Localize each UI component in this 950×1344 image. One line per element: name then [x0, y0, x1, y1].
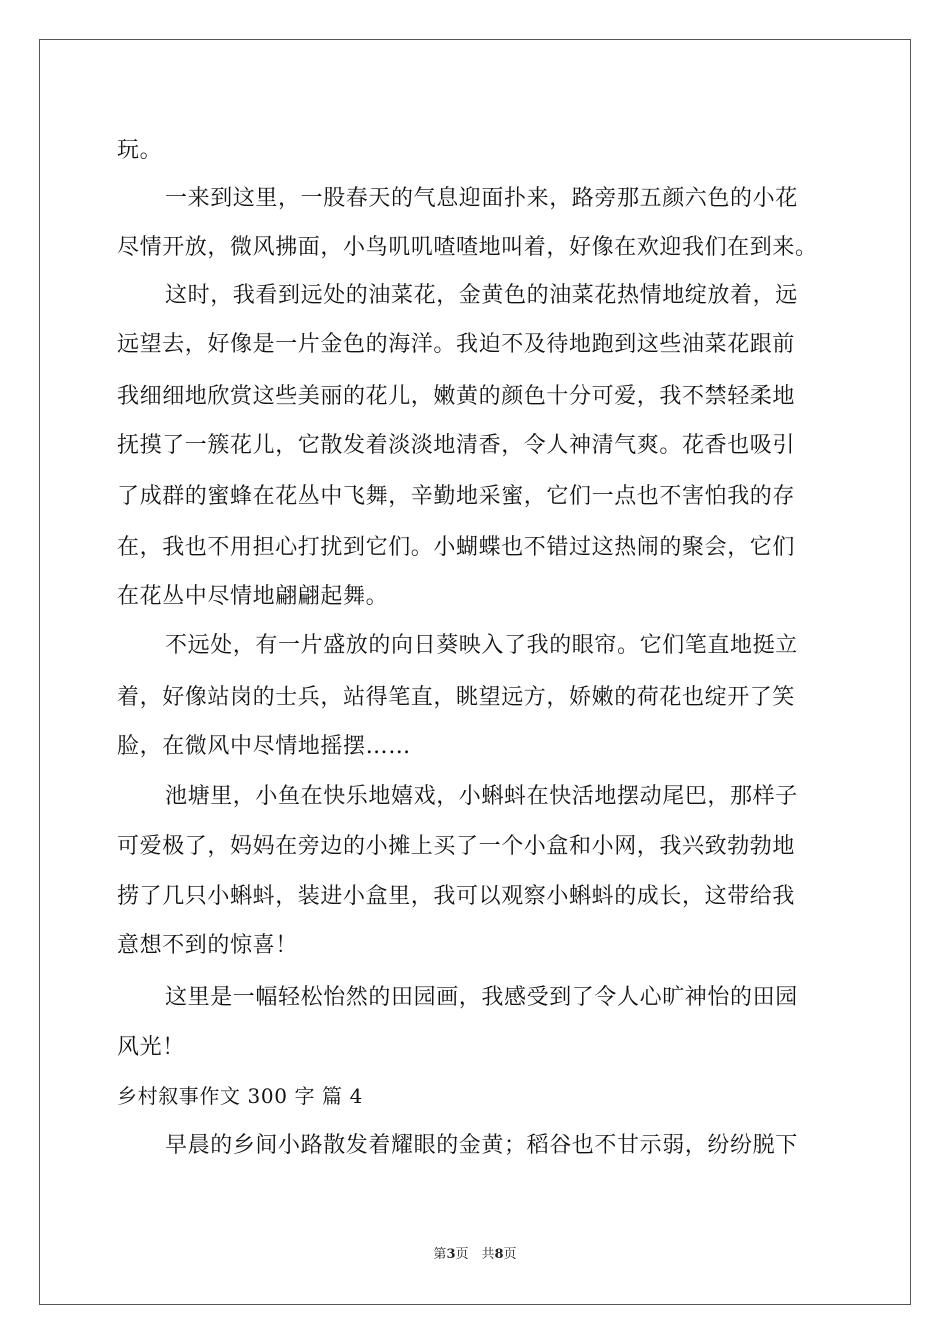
text-line: 脸，在微风中尽情地摇摆……	[117, 734, 411, 759]
text-line: 我细细地欣赏这些美丽的花儿，嫩黄的颜色十分可爱，我不禁轻柔地	[117, 384, 796, 409]
page-border	[39, 39, 911, 1305]
text-line: 抚摸了一簇花儿，它散发着淡淡地清香，令人神清气爽。花香也吸引	[117, 433, 796, 458]
page-footer	[0, 1246, 950, 1264]
text-line: 风光！	[117, 1035, 185, 1060]
text-line: 在花丛中尽情地翩翩起舞。	[117, 584, 389, 609]
text-line: 远望去，好像是一片金色的海洋。我迫不及待地跑到这些油菜花跟前	[117, 332, 796, 357]
paragraph-line: 这时，我看到远处的油菜花，金黄色的油菜花热情地绽放着，远	[165, 283, 798, 308]
paragraph-line: 一来到这里，一股春天的气息迎面扑来，路旁那五颜六色的小花	[165, 186, 798, 211]
page-suffix: 页	[503, 1247, 517, 1262]
text-line: 玩。	[117, 138, 163, 163]
text-line: 尽情开放，微风拂面，小鸟叽叽喳喳地叫着，好像在欢迎我们在到来。	[117, 235, 818, 260]
text-line: 意想不到的惊喜！	[117, 933, 298, 958]
page-prefix: 第	[433, 1247, 447, 1262]
page-mid: 页 共	[455, 1247, 495, 1262]
page-current: 3	[446, 1247, 456, 1262]
page-total: 8	[494, 1247, 504, 1262]
text-line: 捞了几只小蝌蚪，装进小盒里，我可以观察小蝌蚪的成长，这带给我	[117, 884, 796, 909]
section-heading: 乡村叙事作文 300 字 篇 4	[117, 1084, 363, 1108]
text-line: 了成群的蜜蜂在花丛中飞舞，辛勤地采蜜，它们一点也不害怕我的存	[117, 484, 796, 509]
text-line: 着，好像站岗的士兵，站得笔直，眺望远方，娇嫩的荷花也绽开了笑	[117, 685, 796, 710]
paragraph-line: 这里是一幅轻松怡然的田园画，我感受到了令人心旷神怡的田园	[165, 985, 798, 1010]
paragraph-line: 不远处，有一片盛放的向日葵映入了我的眼帘。它们笔直地挺立	[165, 633, 798, 658]
text-line: 可爱极了，妈妈在旁边的小摊上买了一个小盒和小网，我兴致勃勃地	[117, 834, 796, 859]
paragraph-line: 早晨的乡间小路散发着耀眼的金黄；稻谷也不甘示弱，纷纷脱下	[165, 1133, 798, 1158]
text-line: 在，我也不用担心打扰到它们。小蝴蝶也不错过这热闹的聚会，它们	[117, 535, 796, 560]
paragraph-line: 池塘里，小鱼在快乐地嬉戏，小蝌蚪在快活地摆动尾巴，那样子	[165, 784, 798, 809]
